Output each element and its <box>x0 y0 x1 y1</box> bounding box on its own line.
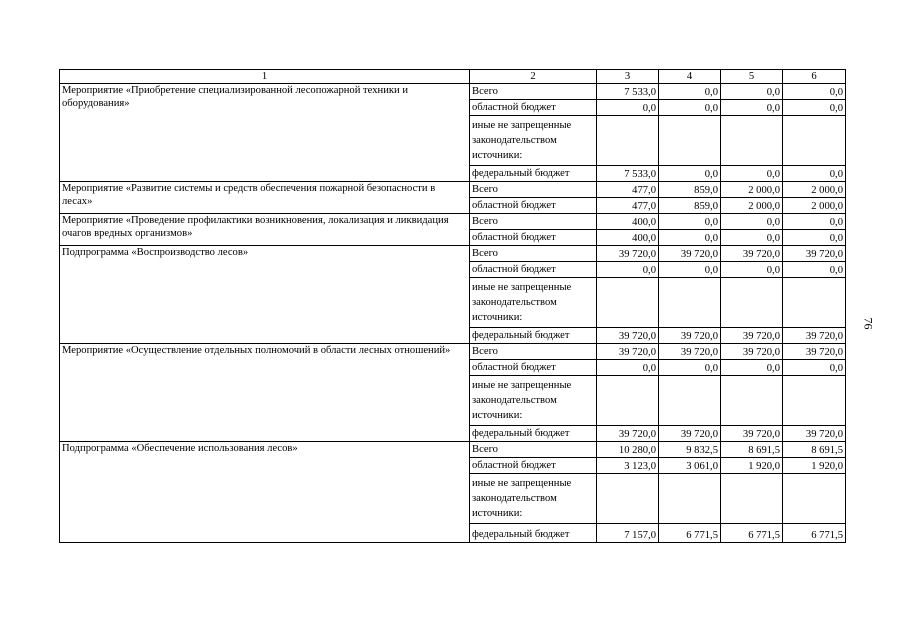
source-label: областной бюджет <box>470 458 597 474</box>
item-name: Мероприятие «Приобретение специализированной лесопожарной техники и оборудования» <box>60 84 470 182</box>
value-cell: 39 720,0 <box>659 344 721 360</box>
value-cell: 39 720,0 <box>721 246 783 262</box>
source-label: областной бюджет <box>470 100 597 116</box>
value-cell: 39 720,0 <box>597 328 659 344</box>
item-name: Мероприятие «Проведение профилактики возникновения, локализация и ликвидация очагов вредных организмов» <box>60 214 470 246</box>
value-cell: 39 720,0 <box>597 246 659 262</box>
value-cell: 2 000,0 <box>721 198 783 214</box>
value-cell <box>597 278 659 328</box>
item-name: Мероприятие «Развитие системы и средств обеспечения пожарной безопасности в лесах» <box>60 182 470 214</box>
value-cell: 0,0 <box>721 100 783 116</box>
source-label: федеральный бюджет <box>470 166 597 182</box>
value-cell: 9 832,5 <box>659 442 721 458</box>
value-cell: 0,0 <box>659 100 721 116</box>
header-cell: 2 <box>470 70 597 84</box>
source-label: Всего <box>470 442 597 458</box>
source-label: Всего <box>470 344 597 360</box>
value-cell: 39 720,0 <box>659 246 721 262</box>
value-cell: 39 720,0 <box>783 426 846 442</box>
value-cell <box>597 116 659 166</box>
header-cell: 6 <box>783 70 846 84</box>
header-cell: 4 <box>659 70 721 84</box>
value-cell: 39 720,0 <box>783 328 846 344</box>
source-label: иные не запрещенные законодательством источники: <box>470 116 597 166</box>
value-cell: 1 920,0 <box>783 458 846 474</box>
value-cell <box>721 376 783 426</box>
header-cell: 1 <box>60 70 470 84</box>
item-name: Мероприятие «Осуществление отдельных полномочий в области лесных отношений» <box>60 344 470 442</box>
source-label: Всего <box>470 214 597 230</box>
value-cell <box>659 278 721 328</box>
value-cell: 0,0 <box>783 100 846 116</box>
value-cell <box>659 474 721 524</box>
value-cell: 8 691,5 <box>783 442 846 458</box>
value-cell: 0,0 <box>783 262 846 278</box>
item-name: Подпрограмма «Воспроизводство лесов» <box>60 246 470 344</box>
value-cell: 400,0 <box>597 230 659 246</box>
value-cell: 39 720,0 <box>597 426 659 442</box>
source-label: федеральный бюджет <box>470 328 597 344</box>
source-label: областной бюджет <box>470 198 597 214</box>
item-name: Подпрограмма «Обеспечение использования лесов» <box>60 442 470 543</box>
value-cell: 39 720,0 <box>721 344 783 360</box>
value-cell: 2 000,0 <box>783 182 846 198</box>
source-label: Всего <box>470 246 597 262</box>
value-cell: 0,0 <box>597 262 659 278</box>
value-cell: 0,0 <box>783 214 846 230</box>
table-row <box>60 246 846 262</box>
value-cell: 39 720,0 <box>721 426 783 442</box>
value-cell: 2 000,0 <box>721 182 783 198</box>
source-label: областной бюджет <box>470 360 597 376</box>
value-cell: 859,0 <box>659 182 721 198</box>
value-cell <box>783 474 846 524</box>
table-row <box>60 344 846 360</box>
value-cell: 477,0 <box>597 182 659 198</box>
value-cell: 0,0 <box>783 230 846 246</box>
value-cell: 39 720,0 <box>597 344 659 360</box>
value-cell: 0,0 <box>597 100 659 116</box>
value-cell: 0,0 <box>597 360 659 376</box>
value-cell: 39 720,0 <box>721 328 783 344</box>
value-cell: 0,0 <box>783 166 846 182</box>
value-cell: 0,0 <box>721 84 783 100</box>
value-cell: 8 691,5 <box>721 442 783 458</box>
source-label: федеральный бюджет <box>470 426 597 442</box>
value-cell: 7 157,0 <box>597 524 659 543</box>
table-row <box>60 84 846 100</box>
source-label: Всего <box>470 84 597 100</box>
value-cell: 7 533,0 <box>597 84 659 100</box>
value-cell: 0,0 <box>659 214 721 230</box>
value-cell: 39 720,0 <box>783 344 846 360</box>
source-label: иные не запрещенные законодательством источники: <box>470 376 597 426</box>
table-row <box>60 442 846 458</box>
value-cell: 0,0 <box>721 262 783 278</box>
header-cell: 5 <box>721 70 783 84</box>
value-cell: 10 280,0 <box>597 442 659 458</box>
value-cell: 400,0 <box>597 214 659 230</box>
value-cell <box>597 474 659 524</box>
value-cell: 859,0 <box>659 198 721 214</box>
value-cell: 2 000,0 <box>783 198 846 214</box>
value-cell: 6 771,5 <box>783 524 846 543</box>
table-row <box>60 182 846 198</box>
source-label: Всего <box>470 182 597 198</box>
value-cell: 3 123,0 <box>597 458 659 474</box>
value-cell: 6 771,5 <box>659 524 721 543</box>
table-row <box>60 214 846 230</box>
value-cell: 39 720,0 <box>659 328 721 344</box>
value-cell: 0,0 <box>783 360 846 376</box>
value-cell <box>721 474 783 524</box>
value-cell <box>721 278 783 328</box>
source-label: областной бюджет <box>470 262 597 278</box>
value-cell: 0,0 <box>659 360 721 376</box>
value-cell: 6 771,5 <box>721 524 783 543</box>
value-cell: 0,0 <box>659 84 721 100</box>
value-cell: 39 720,0 <box>783 246 846 262</box>
value-cell <box>783 376 846 426</box>
header-cell: 3 <box>597 70 659 84</box>
value-cell: 0,0 <box>721 166 783 182</box>
value-cell: 477,0 <box>597 198 659 214</box>
value-cell: 39 720,0 <box>659 426 721 442</box>
value-cell: 0,0 <box>721 360 783 376</box>
value-cell: 0,0 <box>783 84 846 100</box>
value-cell: 0,0 <box>659 230 721 246</box>
source-label: иные не запрещенные законодательством источники: <box>470 474 597 524</box>
value-cell <box>721 116 783 166</box>
source-label: иные не запрещенные законодательством источники: <box>470 278 597 328</box>
value-cell: 3 061,0 <box>659 458 721 474</box>
value-cell: 0,0 <box>659 262 721 278</box>
value-cell: 0,0 <box>659 166 721 182</box>
value-cell: 7 533,0 <box>597 166 659 182</box>
value-cell: 1 920,0 <box>721 458 783 474</box>
header-row <box>60 70 846 84</box>
value-cell <box>659 116 721 166</box>
source-label: федеральный бюджет <box>470 524 597 543</box>
value-cell: 0,0 <box>721 214 783 230</box>
value-cell <box>783 116 846 166</box>
source-label: областной бюджет <box>470 230 597 246</box>
budget-table <box>59 69 846 543</box>
page-number: 76 <box>861 317 876 330</box>
value-cell: 0,0 <box>721 230 783 246</box>
value-cell <box>597 376 659 426</box>
value-cell <box>659 376 721 426</box>
value-cell <box>783 278 846 328</box>
